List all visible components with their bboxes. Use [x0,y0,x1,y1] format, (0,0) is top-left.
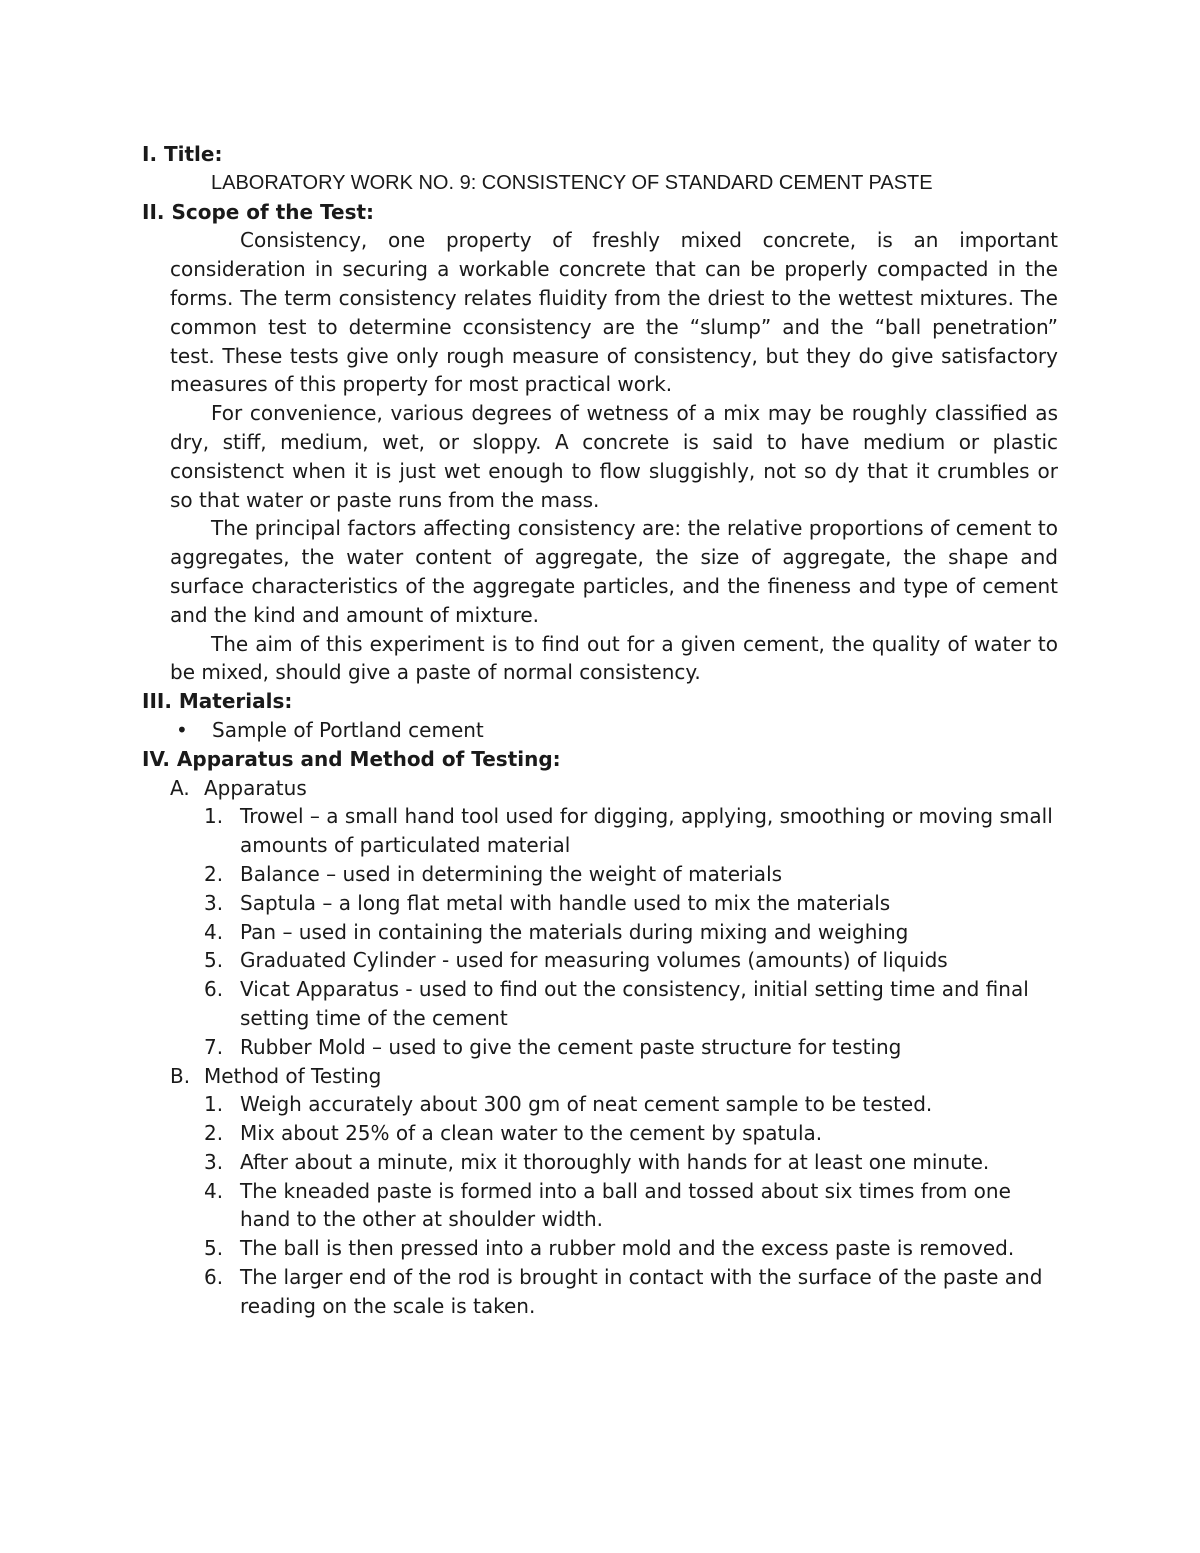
item-number: 2. [204,1121,224,1146]
apparatus-list [142,802,1058,1061]
item-text: Saptula – a long flat metal with handle used to mix the materials [240,890,891,915]
document-body [142,140,1058,1321]
item-number: 7. [204,1034,224,1059]
item-number: 3. [204,1149,224,1174]
item-number: 4. [204,1178,224,1203]
item-text: Rubber Mold – used to give the cement paste structure for testing [240,1034,902,1059]
scope-paragraph: The principal factors affecting consistency are: the relative proportions of cement to aggregates, the water content of aggregate, the size of aggregate, the shape and surface characteristics of the aggregate particles, and the fineness and type of cement and the kind and amount of mixture. [170,516,1058,627]
list-item [204,1234,1058,1263]
section-heading-materials: III. Materials: [142,689,293,714]
list-item [176,716,1058,745]
method-list [142,1090,1058,1320]
subheading-apparatus [142,774,1058,803]
item-number: 3. [204,890,224,915]
materials-list [142,716,1058,745]
list-item [204,1090,1058,1119]
list-item [204,802,1058,860]
list-item [204,1119,1058,1148]
list-item [204,1263,1058,1321]
scope-paragraph: For convenience, various degrees of wetness of a mix may be roughly classified as dry, stiff, medium, wet, or sloppy. A concrete is said to have medium or plastic consistenct when it is just wet enough to flow sluggishly, not so dy that it crumbles or so that water or paste runs from the mass. [170,401,1058,512]
item-text: The larger end of the rod is brought in contact with the surface of the paste and reading on the scale is taken. [240,1265,1043,1318]
lab-title: LABORATORY WORK NO. 9: CONSISTENCY OF STANDARD CEMENT PASTE [211,171,933,194]
list-item [204,860,1058,889]
item-number: 6. [204,977,224,1002]
item-number: 4. [204,919,224,944]
subheading-label: Method of Testing [204,1063,382,1088]
subheading-method [142,1062,1058,1091]
item-text: After about a minute, mix it thoroughly with hands for at least one minute. [240,1149,990,1174]
list-item [204,1177,1058,1235]
list-item [204,1033,1058,1062]
list-item [204,918,1058,947]
list-item [204,1148,1058,1177]
material-text: Sample of Portland cement [212,717,484,742]
item-text: Pan – used in containing the materials during mixing and weighing [240,919,909,944]
list-item [204,975,1058,1033]
scope-paragraphs [142,226,1058,687]
item-number: 1. [204,804,224,829]
section-heading-title: I. Title: [142,142,223,166]
list-item [204,946,1058,975]
subheading-letter: B. [170,1063,191,1088]
item-text: The ball is then pressed into a rubber mold and the excess paste is removed. [240,1236,1015,1261]
item-number: 6. [204,1265,224,1290]
item-text: Trowel – a small hand tool used for digging, applying, smoothing or moving small amounts of particulated material [240,804,1053,858]
item-number: 5. [204,1236,224,1261]
item-text: Graduated Cylinder - used for measuring volumes (amounts) of liquids [240,948,948,973]
scope-paragraph: Consistency, one property of freshly mixed concrete, is an important consideration in securing a workable concrete that can be properly compacted in the forms. The term consistency relates fluidity from the driest to the wettest mixtures. The common test to determine cconsistency are the “slump” and the “ball penetration” test. These tests give only rough measure of consistency, but they do give satisfactory measures of this property for most practical work. [170,228,1058,397]
item-text: The kneaded paste is formed into a ball and tossed about six times from one hand to the other at shoulder width. [240,1178,1011,1232]
item-number: 5. [204,948,224,973]
item-number: 2. [204,861,224,886]
scope-paragraph: The aim of this experiment is to find out for a given cement, the quality of water to be mixed, should give a paste of normal consistency. [170,631,1058,685]
item-text: Balance – used in determining the weight of materials [240,861,783,886]
item-number: 1. [204,1092,224,1117]
section-heading-scope: II. Scope of the Test: [142,199,375,224]
item-text: Mix about 25% of a clean water to the cement by spatula. [240,1121,823,1146]
section-heading-apparatus-method: IV. Apparatus and Method of Testing: [142,746,561,771]
item-text: Vicat Apparatus - used to find out the consistency, initial setting time and final setting time of the cement [240,977,1029,1030]
list-item [204,889,1058,918]
subheading-label: Apparatus [204,775,307,800]
subheading-letter: A. [170,775,190,800]
bullet-icon: • [176,717,188,742]
item-text: Weigh accurately about 300 gm of neat cement sample to be tested. [240,1092,933,1117]
